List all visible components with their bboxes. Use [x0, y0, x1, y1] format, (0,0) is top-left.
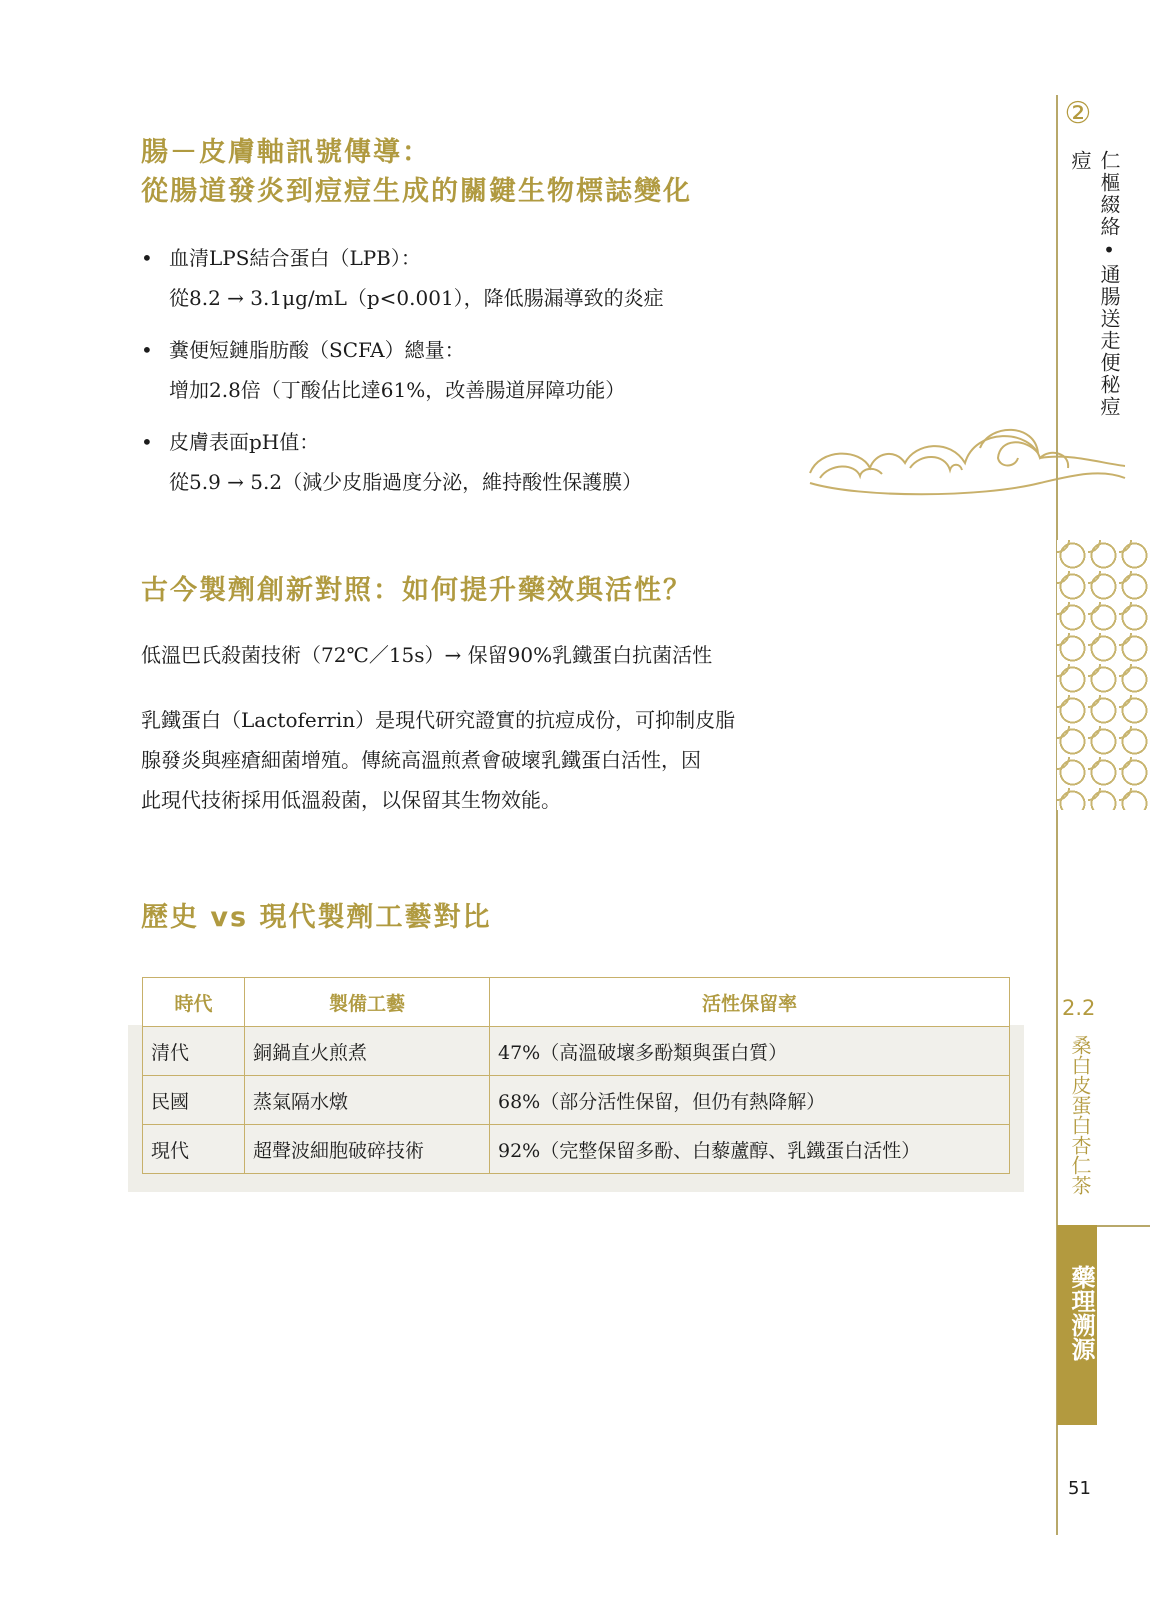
page-number: 51: [1068, 1478, 1091, 1499]
section-number: 2.2: [1062, 996, 1096, 1020]
table-row: [143, 1076, 1010, 1125]
table-cell: 超聲波細胞破碎技術: [245, 1125, 490, 1174]
bullet-detail: 從5.9 → 5.2（減少皮脂過度分泌，維持酸性保護膜）: [169, 470, 643, 494]
table-cell: 92%（完整保留多酚、白藜蘆醇、乳鐵蛋白活性）: [490, 1125, 1010, 1174]
pasteurization-line: 低溫巴氏殺菌技術（72℃／15s）→ 保留90%乳鐵蛋白抗菌活性: [141, 643, 713, 667]
bullet-label: • 皮膚表面pH值：: [169, 430, 320, 454]
chapter-title: 仁樞綴絡•通腸送走便秘痘痘: [1068, 150, 1121, 418]
list-item: [141, 422, 841, 502]
biomarker-list: [141, 238, 841, 514]
bullet-detail: 增加2.8倍（丁酸佔比達61%，改善腸道屏障功能）: [169, 378, 626, 402]
lactoferrin-para-line2: 腺發炎與痤瘡細菌增殖。傳統高溫煎煮會破壞乳鐵蛋白活性，因: [141, 748, 701, 772]
section2-title: 古今製劑創新對照：如何提升藥效與活性？: [141, 575, 692, 606]
table-row: [143, 1125, 1010, 1174]
comparison-table: [142, 977, 1010, 1174]
column-header: 活性保留率: [490, 978, 1010, 1027]
table-cell: 蒸氣隔水燉: [245, 1076, 490, 1125]
column-header: 製備工藝: [245, 978, 490, 1027]
table-cell: 47%（高溫破壞多酚類與蛋白質）: [490, 1027, 1010, 1076]
section-title: 桑白皮蛋白杏仁茶: [1068, 1035, 1092, 1195]
column-header: 時代: [143, 978, 245, 1027]
table-cell: 清代: [143, 1027, 245, 1076]
section1-title-line1: 腸－皮膚軸訊號傳導：: [141, 137, 431, 168]
tab-label: 藥理溯源: [1067, 1265, 1095, 1361]
table-cell: 民國: [143, 1076, 245, 1125]
lattice-pattern: [1057, 540, 1150, 810]
list-item: [141, 330, 841, 410]
tab-rule: [1097, 1225, 1150, 1227]
chapter-number: ②: [1064, 96, 1092, 131]
table-row: [143, 1027, 1010, 1076]
section1-title-line2: 從腸道發炎到痘痘生成的關鍵生物標誌變化: [141, 176, 692, 207]
list-item: [141, 238, 841, 318]
table-cell: 68%（部分活性保留，但仍有熱降解）: [490, 1076, 1010, 1125]
table-cell: 銅鍋直火煎煮: [245, 1027, 490, 1076]
bullet-label: • 糞便短鏈脂肪酸（SCFA）總量：: [169, 338, 465, 362]
table-cell: 現代: [143, 1125, 245, 1174]
bullet-label: • 血清LPS結合蛋白（LPB）：: [169, 246, 421, 270]
bullet-detail: 從8.2 → 3.1μg/mL（p<0.001），降低腸漏導致的炎症: [169, 286, 664, 310]
lactoferrin-para-line3: 此現代技術採用低溫殺菌，以保留其生物效能。: [141, 788, 561, 812]
lactoferrin-para-line1: 乳鐵蛋白（Lactoferrin）是現代研究證實的抗痘成份，可抑制皮脂: [141, 708, 736, 732]
section3-title: 歷史 vs 現代製劑工藝對比: [141, 902, 492, 933]
